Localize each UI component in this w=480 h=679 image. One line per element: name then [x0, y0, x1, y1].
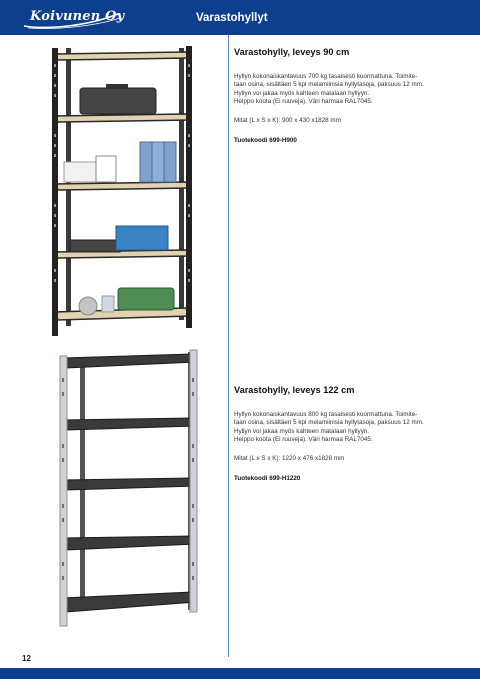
description-line: Helppo koota (Ei ruuveja). Väri harmaa RAL7045. — [234, 98, 373, 106]
product-dimensions: Mitat (L x S x K): 900 x 430 x1828 mm — [234, 116, 341, 124]
logo-text: Koivunen Oy — [30, 9, 125, 24]
description-line: taan osina, sisältäen 5 kpl melamiinisia hyllytasoja, paksuus 12 mm. — [234, 81, 424, 89]
column-divider — [228, 35, 229, 657]
product-title: Varastohylly, leveys 90 cm — [234, 47, 350, 57]
description-line: Hyllyn voi jakaa myös kahteen matalaan hyllyyn. — [234, 89, 370, 97]
product-code: Tuotekoodi 699-H1220 — [234, 475, 301, 483]
product-title: Varastohylly, leveys 122 cm — [234, 385, 355, 395]
description-line: Hyllyn kokonaiskantavuus 700 kg tasaisesti kuormattuna. Toimite- — [234, 73, 418, 80]
page-header — [0, 0, 480, 35]
description-line: Helppo koota (Ei ruuveja). Väri harmaa RAL7045. — [234, 436, 373, 444]
description-line: taan osina, sisältäen 5 kpl melamiinisia hyllytasoja, paksuus 12 mm. — [234, 419, 424, 427]
product-description — [234, 73, 466, 107]
page-title: Varastohyllyt — [196, 12, 268, 24]
product-90cm — [234, 47, 466, 145]
page-footer-bar — [0, 668, 480, 679]
product-code: Tuotekoodi 699-H900 — [234, 137, 297, 145]
company-logo — [22, 8, 125, 30]
product-122cm — [234, 385, 466, 483]
shelf-122cm-photo — [56, 348, 198, 630]
page-number: 12 — [22, 654, 31, 663]
product-dimensions: Mitat (L x S x K): 1220 x 476 x1828 mm — [234, 454, 345, 462]
description-line: Hyllyn kokonaiskantavuus 800 kg tasaisesti kuormattuna. Toimite- — [234, 411, 418, 418]
shelf-90cm-photo — [46, 44, 196, 338]
description-line: Hyllyn voi jakaa myös kahteen matalaan hyllyyn. — [234, 427, 370, 435]
product-description — [234, 411, 466, 445]
